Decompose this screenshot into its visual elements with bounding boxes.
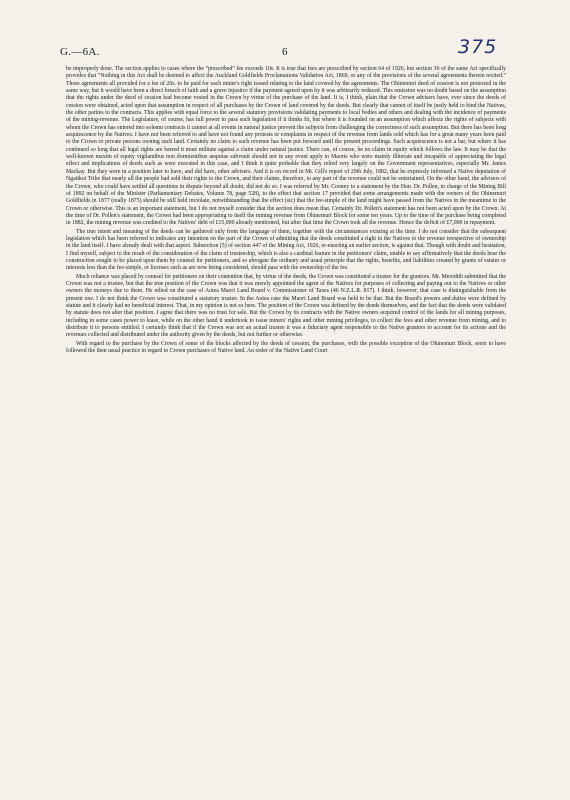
document-reference: G.—6A. <box>60 46 100 58</box>
body-text <box>66 66 506 355</box>
paragraph: The true intent and meaning of the deeds can be gathered only from the language of them, together with the circumstances existing at the time. I do not consider that the subsequent legislation which has been referred to indicates any intention on the part of the Crown of admitting that the deeds constituted a right in the Natives to the revenue irrespective of ownership in the land itself. I have already dealt with that aspect. Subsection (5) of section 447 of the Mining Act, 1926, re-enacting an earlier section, is against that. Though with doubt and hesitation, I find myself, subject to the result of the consideration of the claim of trusteeship, which is also a cardinal feature in the petitioners' claim, unable to say affirmatively that the deeds bear the construction sought to be placed upon them by counsel for petitioners, and so abrogate the ordinary and usual principle that the rights, benefits, and liabilities created by grants of estates or interests less than the fee-simple, or licenses such as are now being considered, should pass with the ownership of the fee. <box>66 228 506 272</box>
paragraph: With regard to the purchase by the Crown of some of the blocks affected by the deeds of cession, the purchases, with the possible exception of the Ohinemuri Block, seem to have followed the then usual practice in regard to Crown purchases of Native land. An order of the Native Land Court <box>66 340 506 355</box>
page-number: 6 <box>282 46 288 58</box>
handwritten-page-number: 375 <box>458 36 498 58</box>
paragraph: be improperly done. The section applies to cases where the “prescribed” fee exceeds 10s. It is true that fees are prescribed by section 64 of 1926, but section 36 of the same Act specifically provides that “Nothing in this Act shall be deemed to affect the Auckland Goldfields Proclamations Validation Act, 1869, or any of the provisions of the several agreements therein recited.” These agreements all provided for a fee of 20s. to be paid for each miner's right issued relating to the land covered by the agreements. The Ohinemuri deed of cession is not protected in the same way, but it would have been a direct breach of faith and a grave injustice if the payment agreed upon by it was arbitrarily reduced. This omission was no doubt based on the assumption that the rights under the deed of cession had become vested in the Crown by virtue of the purchase of the land. It is, I think, plain that the Crown advisers have, ever since the deeds of cession were obtained, acted upon that assumption in respect of all purchases by the Crown of land covered by the deeds. But clearly that cannot of itself be justly held to bind the Natives, the other parties to the contracts. This applies with equal force to the several statutory provisions validating payments to local bodies and others and dealing with the incidence of payments of the mining-revenue. The Legislature, of course, has full power to pass such legislation if it thinks fit, but where it is founded on an assumption which affects the rights of subjects with whom the Crown has entered into solemn contracts it cannot at all events in natural justice prevent the subjects from challenging the correctness of such assumption. But there has been long acquiescence by the Natives. I have not been referred to and have not found any protests or complaints in respect of the revenue from lands sold which has for a great many years been paid to the Crown or private persons owning such land. Certainly no claim to such revenue has been put forward until the present proceedings. Such acquiescence is not a bar, but where it has continued so long that all legal rights are barred it must militate against a claim under natural justice. There can, of course, be no claim in equity which follows the law. It may be that the well-known maxim of equity vigilantibus non dormientibus aequitas subvenit should not in any event apply to Maoris who were mainly illiterate and incapable of appreciating the legal effect and implications of deeds such as were executed in this case, and I think it quite probable that they relied very largely on the Government representatives, especially Mr. James Mackay. But they were in a position later to have, and did have, other advisers. And it is on record in Mr. Gill's report of 29th July, 1882, that he expressly informed a Native deputation of Ngatikoi Tribe that nearly all the people had sold their rights to the Crown, and their claims, therefore, to any part of the revenue could not be entertained. On the other hand, the advisers of the Crown, who could have settled all questions in dispute beyond all doubt, did not do so. I was referred by Mr. Cooney to a statement by the Hon. Dr. Pollen, in charge of the Mining Bill of 1892 on behalf of the Minister (Parliamentary Debates, Volume 78, page 528), to the effect that section 17 provided that some arrangements made with the owners of the Ohinemuri Goldfields in 1877 (really 1875) should be still held inviolate, notwithstanding that the effect (sic) that the fee-simple of the land might have passed from the Natives in the meantime to the Crown or otherwise. This is an important statement, but I do not myself consider that the section does mean that. Certainly Dr. Pollen's statement has not been acted upon by the Crown. At the time of Dr. Pollen's statement, the Crown had been appropriating to itself the mining revenue from Ohinemuri Block for some ten years. Up to the time of the purchase being completed in 1882, the mining revenue was credited to the Natives' debt of £15,000 already mentioned, but after that time the Crown took all the revenue. Hence the deficit of £7,000 in repayment. <box>66 66 506 227</box>
paragraph: Much reliance was placed by counsel for petitioners on their contention that, by virtue of the deeds, the Crown was constituted a trustee for the grantors. Mr. Meredith submitted that the Crown was not a trustee, but that the true position of the Crown was that it was merely appointed the agent of the Natives for purposes of collecting and paying out to the Natives or other owners the moneys due to them. He relied on the case of Aotea Maori Land Board v. Commissioner of Taxes (46 N.Z.L.R. 817). I think, however, that case is distinguishable from the present one. I do not think the Crown was constituted a statutory trustee. In the Aotea case the Maori Land Board was held to be that. But the Board's powers and duties were defined by statute and it clearly had no beneficial interest. That, in my opinion is not so here. The position of the Crown was defined by the deeds themselves, and the fact that the deeds were validated by statute does not alter that position. I agree that there was no trust for sale. But the Crown by its contracts with the Native owners acquired control of the lands for all mining purposes, including in some cases power to lease, while on the other hand it undertook to issue miners' rights and other mining privileges, to collect the fees and other revenue from mining, and to distribute it to persons entitled. I certainly think that if the Crown was not an actual trustee it was a fiduciary agent responsible to the Native grantors to account for its actions and the revenues collected and distributed under the authority given by the deeds, but not further or otherwise. <box>66 273 506 339</box>
